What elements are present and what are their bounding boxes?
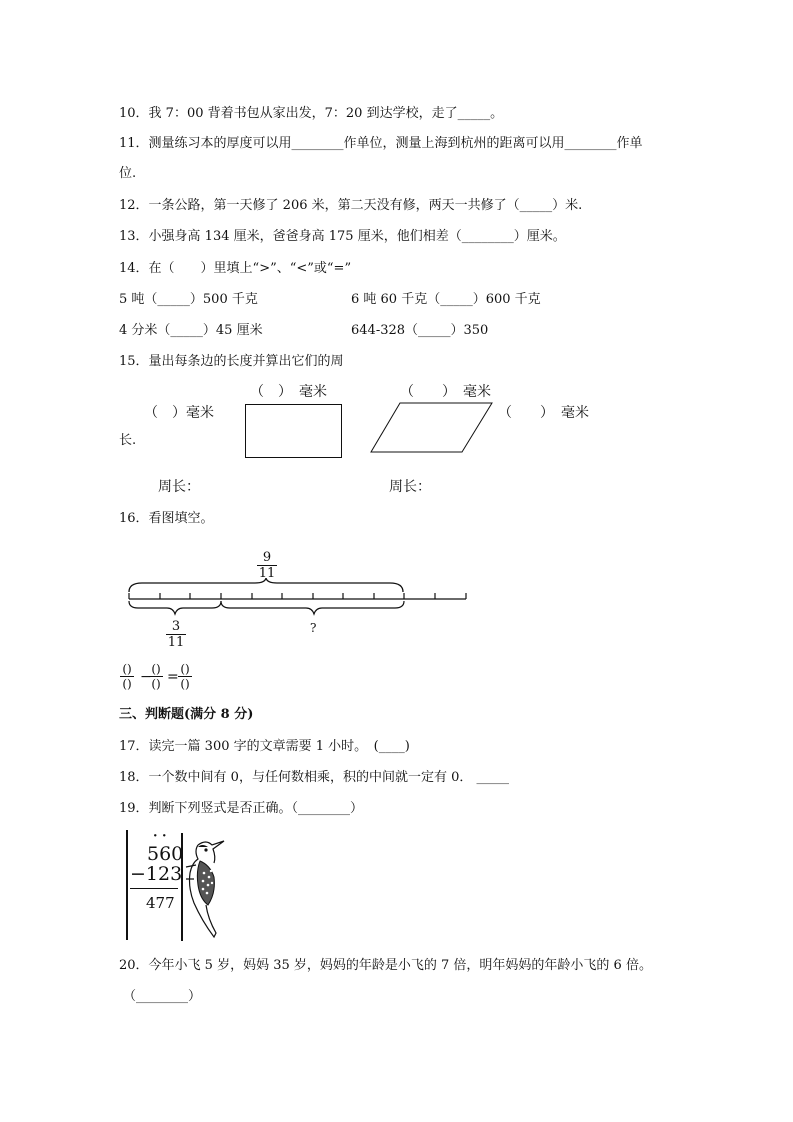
parallelogram-shape bbox=[370, 402, 495, 454]
equals-sign: = bbox=[167, 669, 179, 685]
question-16: 16．看图填空。 bbox=[119, 511, 214, 526]
perimeter-label-rect: 周长： bbox=[158, 479, 200, 495]
question-14-d: 644-328（_____）350 bbox=[351, 323, 489, 338]
minuend: 560 bbox=[147, 843, 184, 865]
question-13: 13．小强身高 134 厘米，爸爸身高 175 厘米，他们相差（________）厘米。 bbox=[119, 229, 566, 244]
subtrahend: −123 bbox=[130, 863, 183, 885]
perimeter-label-para: 周长： bbox=[389, 479, 431, 495]
rectangle-shape bbox=[245, 404, 342, 458]
question-12: 12．一条公路，第一天修了 206 米，第二天没有修，两天一共修了（_____）米. bbox=[119, 198, 583, 213]
question-18: 18．一个数中间有 0，与任何数相乘，积的中间就一定有 0． _____ bbox=[119, 770, 509, 785]
bottom-fraction-denominator: 11 bbox=[167, 635, 185, 650]
borrow-dots: · · bbox=[153, 829, 167, 844]
top-fraction-numerator: 9 bbox=[262, 550, 272, 565]
section-3-heading: 三、判断题(满分 8 分) bbox=[119, 707, 254, 722]
question-14-b: 6 吨 60 千克（_____）600 千克 bbox=[351, 292, 541, 307]
answer-fraction-2: () () bbox=[149, 663, 163, 690]
difference: 477 bbox=[146, 894, 175, 912]
top-fraction bbox=[257, 551, 277, 580]
question-14-c: 4 分米（_____）45 厘米 bbox=[119, 323, 263, 338]
woodpecker-illustration bbox=[176, 833, 226, 941]
para-top-label: （ ） 毫米 bbox=[400, 384, 491, 400]
question-14-a: 5 吨（_____）500 千克 bbox=[119, 292, 258, 307]
question-15: 15．量出每条边的长度并算出它们的周 bbox=[119, 354, 344, 369]
question-11-line1: 11．测量练习本的厚度可以用________作单位，测量上海到杭州的距离可以用________作单 bbox=[119, 136, 643, 151]
answer-fraction-1: () () bbox=[120, 663, 134, 690]
question-11-line2: 位. bbox=[119, 166, 137, 181]
question-mark-label: ? bbox=[310, 621, 317, 635]
question-10: 10．我 7：00 背着书包从家出发，7：20 到达学校，走了_____。 bbox=[119, 106, 504, 121]
answer-fraction-3: () () bbox=[178, 663, 192, 690]
bottom-fraction-numerator: 3 bbox=[171, 619, 181, 634]
question-20-line1: 20．今年小飞 5 岁，妈妈 35 岁，妈妈的年龄是小飞的 7 倍，明年妈妈的年龄小飞的 6 倍。 bbox=[119, 958, 652, 973]
question-14: 14．在（ ）里填上“>”、“<”或“=” bbox=[119, 261, 352, 276]
question-19: 19．判断下列竖式是否正确。（________） bbox=[119, 801, 364, 816]
para-right-label: （ ） 毫米 bbox=[498, 405, 589, 421]
question-17: 17．读完一篇 300 字的文章需要 1 小时。 (____) bbox=[119, 739, 410, 754]
rect-top-label: （ ） 毫米 bbox=[250, 384, 327, 400]
question-15-cont: 长. bbox=[119, 433, 137, 448]
question-20-line2: （________） bbox=[123, 989, 202, 1004]
bottom-fraction bbox=[166, 620, 186, 649]
top-fraction-denominator: 11 bbox=[258, 566, 276, 581]
minus-sign: − bbox=[140, 669, 152, 685]
rect-left-label: （ ）毫米 bbox=[144, 405, 214, 421]
